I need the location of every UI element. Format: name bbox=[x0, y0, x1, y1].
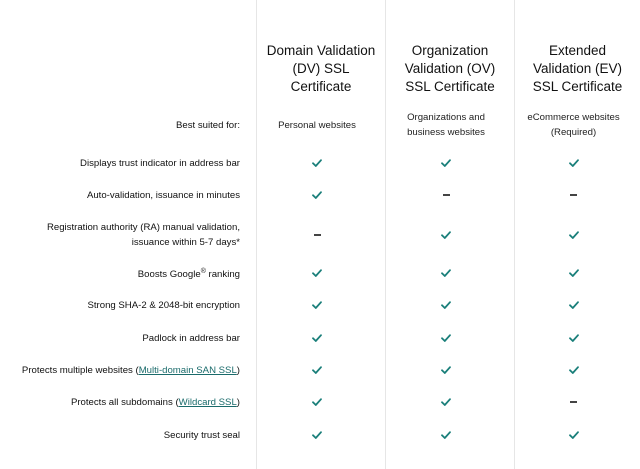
ov-check-icon bbox=[441, 398, 451, 406]
feature-label bbox=[0, 393, 240, 411]
feature-cell-ov bbox=[386, 429, 506, 441]
registered-mark: ® bbox=[200, 267, 206, 275]
ev-check-icon bbox=[569, 159, 579, 167]
column-header-ev bbox=[515, 42, 640, 96]
feature-cell-ov bbox=[386, 189, 506, 201]
feature-cell-ov bbox=[386, 396, 506, 408]
feature-label bbox=[0, 154, 240, 172]
header-line: Validation (EV) bbox=[532, 61, 623, 76]
dv-check-icon bbox=[312, 269, 322, 277]
feature-cell-ev bbox=[515, 364, 632, 376]
ov-check-icon bbox=[441, 159, 451, 167]
ev-dash-icon bbox=[570, 401, 577, 403]
header-line: Domain Validation bbox=[266, 43, 376, 58]
feature-label bbox=[0, 426, 240, 444]
dv-check-icon bbox=[312, 398, 322, 406]
ev-check-icon bbox=[569, 231, 579, 239]
column-header-dv bbox=[257, 42, 385, 96]
cell-text: Personal websites bbox=[278, 119, 356, 131]
feature-label bbox=[0, 361, 240, 379]
ov-check-icon bbox=[441, 366, 451, 374]
feature-link[interactable]: Multi-domain SAN SSL bbox=[138, 364, 237, 376]
ov-dash-icon bbox=[443, 194, 450, 196]
ev-check-icon bbox=[569, 334, 579, 342]
header-line: SSL Certificate bbox=[532, 79, 623, 94]
dv-check-icon bbox=[312, 191, 322, 199]
ev-check-icon bbox=[569, 269, 579, 277]
dv-check-icon bbox=[312, 301, 322, 309]
feature-label bbox=[0, 264, 240, 282]
ev-check-icon bbox=[569, 431, 579, 439]
feature-cell-ev bbox=[515, 396, 632, 408]
best-suited-ev bbox=[515, 110, 632, 140]
header-line: SSL Certificate bbox=[405, 79, 495, 94]
dv-dash-icon bbox=[314, 234, 321, 236]
dv-check-icon bbox=[312, 431, 322, 439]
feature-cell-ov bbox=[386, 157, 506, 169]
feature-cell-dv bbox=[257, 332, 377, 344]
feature-label bbox=[0, 219, 240, 251]
feature-cell-ev bbox=[515, 299, 632, 311]
feature-cell-ov bbox=[386, 299, 506, 311]
cell-text: eCommerce websites bbox=[527, 112, 620, 123]
row-label: Best suited for: bbox=[176, 119, 240, 131]
ov-check-icon bbox=[441, 431, 451, 439]
feature-cell-dv bbox=[257, 157, 377, 169]
feature-cell-ov bbox=[386, 364, 506, 376]
feature-label-text: Protects multiple websites (Multi-domain SAN SSL) bbox=[21, 364, 240, 376]
feature-label-text: Protects all subdomains (Wildcard SSL) bbox=[70, 396, 240, 408]
cell-text: business websites bbox=[407, 127, 485, 138]
ov-check-icon bbox=[441, 334, 451, 342]
feature-link[interactable]: Wildcard SSL bbox=[178, 396, 237, 408]
feature-cell-dv bbox=[257, 299, 377, 311]
feature-label-text: Displays trust indicator in address bar bbox=[80, 157, 240, 169]
dv-check-icon bbox=[312, 159, 322, 167]
feature-cell-dv bbox=[257, 267, 377, 279]
feature-cell-ov bbox=[386, 267, 506, 279]
feature-cell-ev bbox=[515, 332, 632, 344]
feature-cell-ev bbox=[515, 429, 632, 441]
feature-cell-ev bbox=[515, 267, 632, 279]
feature-cell-ev bbox=[515, 189, 632, 201]
feature-cell-dv bbox=[257, 396, 377, 408]
best-suited-ov bbox=[386, 110, 506, 140]
feature-label bbox=[0, 296, 240, 314]
feature-cell-ov bbox=[386, 332, 506, 344]
feature-label-text: Padlock in address bar bbox=[142, 332, 240, 344]
header-line: Validation (OV) bbox=[404, 61, 496, 76]
feature-label-text: Boosts Google® ranking bbox=[137, 267, 240, 281]
dv-check-icon bbox=[312, 334, 322, 342]
cell-text: Organizations and bbox=[407, 112, 485, 123]
feature-cell-dv bbox=[257, 189, 377, 201]
feature-cell-ev bbox=[515, 157, 632, 169]
ov-check-icon bbox=[441, 301, 451, 309]
ev-check-icon bbox=[569, 366, 579, 374]
cell-text: (Required) bbox=[550, 127, 597, 138]
feature-label-text: Strong SHA-2 & 2048-bit encryption bbox=[87, 299, 240, 311]
header-line: (DV) SSL bbox=[292, 61, 350, 76]
best-suited-dv bbox=[257, 115, 377, 135]
feature-label bbox=[0, 186, 240, 204]
column-header-ov bbox=[386, 42, 514, 96]
header-line: Extended bbox=[548, 43, 607, 58]
feature-label-line: issuance within 5-7 days* bbox=[131, 237, 240, 248]
feature-cell-ev bbox=[515, 229, 632, 241]
feature-cell-dv bbox=[257, 429, 377, 441]
ov-check-icon bbox=[441, 231, 451, 239]
header-line: Certificate bbox=[290, 79, 352, 94]
dv-check-icon bbox=[312, 366, 322, 374]
ev-check-icon bbox=[569, 301, 579, 309]
ev-dash-icon bbox=[570, 194, 577, 196]
header-line: Organization bbox=[411, 43, 489, 58]
feature-label bbox=[0, 329, 240, 347]
ov-check-icon bbox=[441, 269, 451, 277]
feature-label-text: Auto-validation, issuance in minutes bbox=[86, 189, 240, 201]
feature-label-text: Security trust seal bbox=[163, 429, 240, 441]
feature-cell-ov bbox=[386, 229, 506, 241]
feature-cell-dv bbox=[257, 229, 377, 241]
feature-label-line: Registration authority (RA) manual validation, bbox=[46, 222, 240, 233]
feature-cell-dv bbox=[257, 364, 377, 376]
